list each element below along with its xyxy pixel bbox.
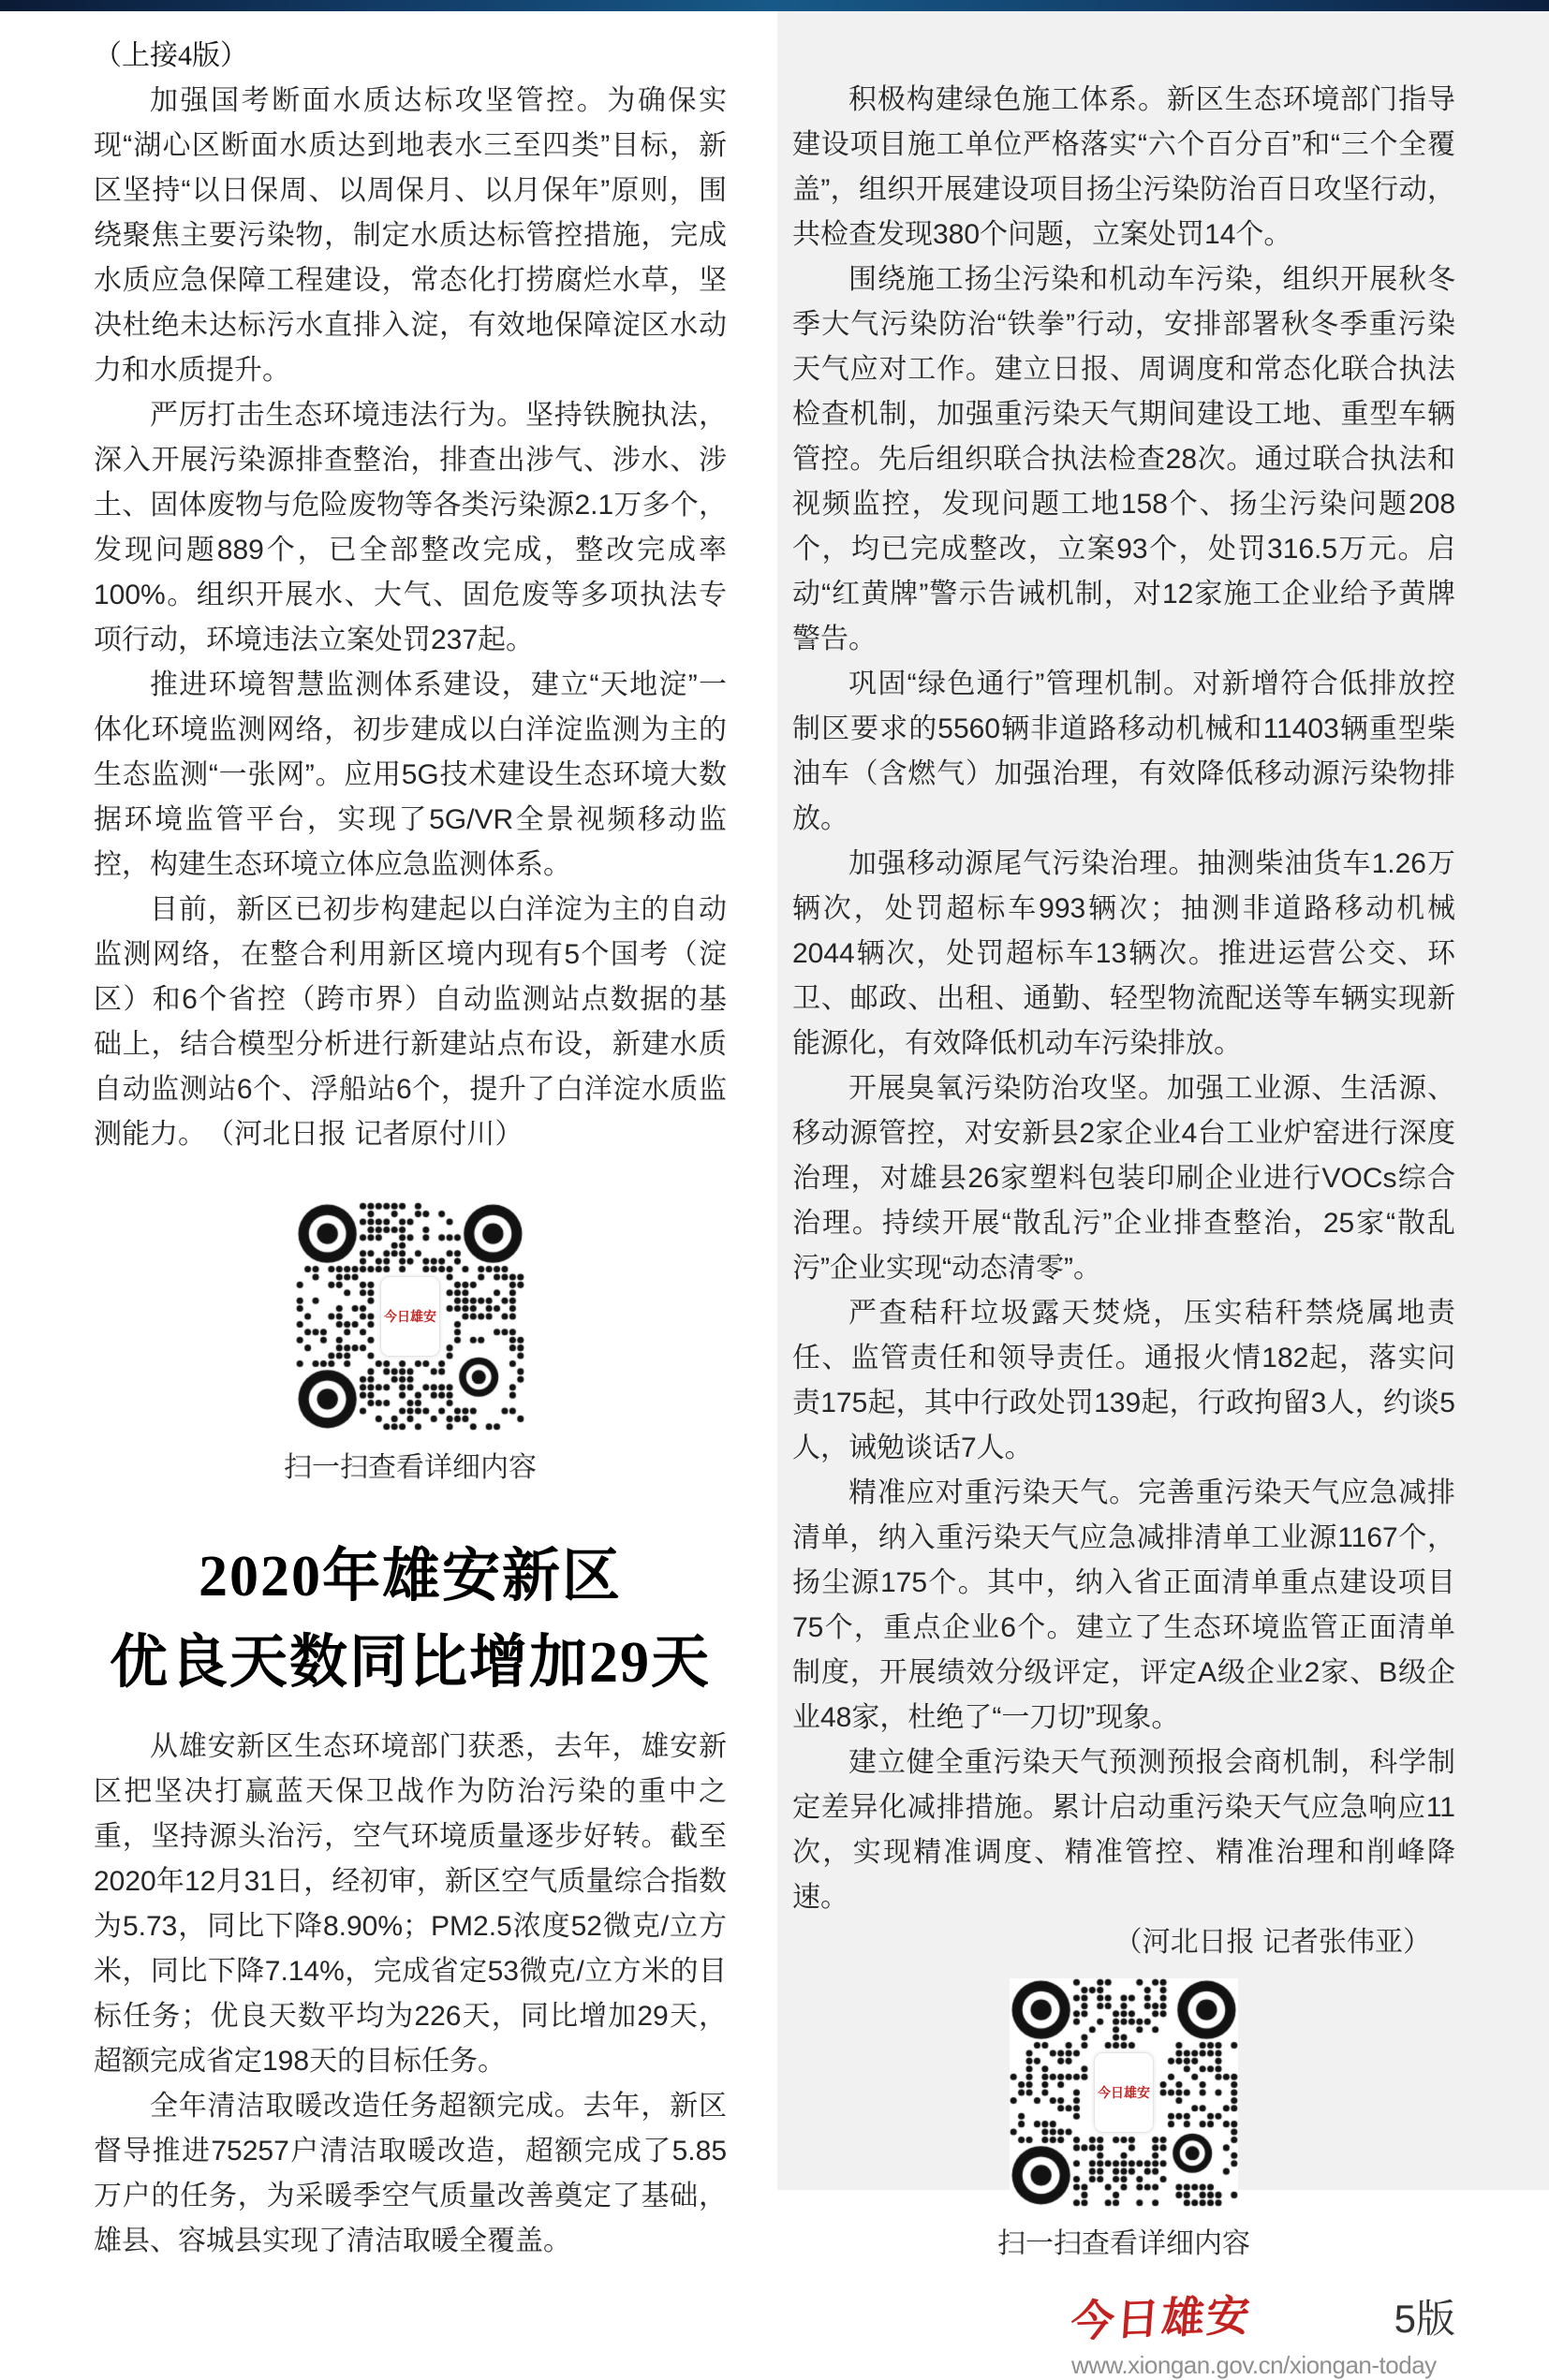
paragraph: 加强国考断面水质达标攻坚管控。为确保实现“湖心区断面水质达到地表水三至四类”目标，新区坚持“以日保周、以周保月、以月保年”原则，围绕聚焦主要污染物，制定水质达标管控措施，完成水质应急保障工程建设，常态化打捞腐烂水草，坚决杜绝未达标污水直排入淀，有效地保障淀区水动力和水质提升。 xyxy=(94,85,727,386)
paragraph: 严查秸秆垃圾露天焚烧，压实秸秆禁烧属地责任、监管责任和领导责任。通报火情182起，落实问责175起，其中行政处罚139起，行政拘留3人，约谈5人，诫勉谈话7人。 xyxy=(792,1298,1455,1463)
masthead-logo: 今日雄安 xyxy=(1069,2291,1254,2346)
qr-center-logo xyxy=(380,1276,440,1357)
paragraph: 围绕施工扬尘污染和机动车污染，组织开展秋冬季大气污染防治“铁拳”行动，安排部署秋冬季重污染天气应对工作。建立日报、周调度和常态化联合执法检查机制，加强重污染天气期间建设工地、重型车辆管控。先后组织联合执法检查28次。通过联合执法和视频监控，发现问题工地158个、扬尘污染问题208个，均已完成整改，立案93个，处罚316.5万元。启动“红黄牌”警示告诫机制，对12家施工企业给予黄牌警告。 xyxy=(792,264,1455,654)
paragraph: 开展臭氧污染防治攻坚。加强工业源、生活源、移动源管控，对安新县2家企业4台工业炉窑进行深度治理，对雄县26家塑料包装印刷企业进行VOCs综合治理。持续开展“散乱污”企业排查整治，25家“散乱污”企业实现“动态清零”。 xyxy=(792,1073,1455,1284)
paragraph: 建立健全重污染天气预测预报会商机制，科学制定差异化减排措施。累计启动重污染天气应急响应11次，实现精准调度、精准管控、精准治理和削峰降速。 xyxy=(792,1747,1455,1913)
paragraph: 目前，新区已初步构建起以白洋淀为主的自动监测网络，在整合利用新区境内现有5个国考（淀区）和6个省控（跨市界）自动监测站点数据的基础上，结合模型分析进行新建站点布设，新建水质自动监测站6个、浮船站6个，提升了白洋淀水质监测能力。 （河北日报 记者原付川） xyxy=(94,894,727,1150)
paragraph: 推进环境智慧监测体系建设，建立“天地淀”一体化环境监测网络，初步建成以白洋淀监测为主的生态监测“一张网”。应用5G技术建设生态环境大数据环境监管平台，实现了5G/VR全景视频移动监控，构建生态环境立体应急监测体系。 xyxy=(94,669,727,880)
paragraph: 全年清洁取暖改造任务超额完成。去年，新区督导推进75257户清洁取暖改造，超额完成了5.85万户的任务，为采暖季空气质量改善奠定了基础，雄县、容城县实现了清洁取暖全覆盖。 xyxy=(94,2091,727,2256)
top-border-bar xyxy=(0,0,1549,11)
paragraph: 严厉打击生态环境违法行为。坚持铁腕执法，深入开展污染源排查整治，排查出涉气、涉水、涉土、固体废物与危险废物等各类污染源2.1万多个，发现问题889个，已全部整改完成，整改完成率100%。组织开展水、大气、固危废等多项执法专项行动，环境违法立案处罚237起。 xyxy=(94,400,727,655)
qr-block-2 xyxy=(792,1978,1455,2267)
right-article-column xyxy=(792,78,1455,2380)
paragraph: 从雄安新区生态环境部门获悉，去年，雄安新区把坚决打赢蓝天保卫战作为防治污染的重中之重，坚持源头治污，空气环境质量逐步好转。截至2020年12月31日，经初审，新区空气质量综合指数为5.73，同比下降8.90%；PM2.5浓度52微克/立方米，同比下降7.14%，完成省定53微克/立方米的目标任务；优良天数平均为226天，同比增加29天，超额完成省定198天的目标任务。 xyxy=(94,1731,727,2077)
site-url: www.xiongan.gov.cn/xiongan-today xyxy=(1071,2351,1437,2379)
qr-center-logo-text: 今日雄安 xyxy=(384,1311,436,1325)
article-headline xyxy=(94,1534,727,1706)
qr-center-logo-2 xyxy=(1094,2052,1154,2133)
left-article-body-2 xyxy=(94,1725,727,2264)
paragraph: 积极构建绿色施工体系。新区生态环境部门指导建设项目施工单位严格落实“六个百分百”和“三个全覆盖”，组织开展建设项目扬尘污染防治百日攻坚行动，共检查发现380个问题，立案处罚14个。 xyxy=(792,84,1455,250)
page-footer xyxy=(792,2291,1455,2380)
paragraph: 精准应对重污染天气。完善重污染天气应急减排清单，纳入重污染天气应急减排清单工业源1167个，扬尘源175个。其中，纳入省正面清单重点建设项目75个，重点企业6个。建立了生态环境监管正面清单制度，开展绩效分级评定，评定A级企业2家、B级企业48家，杜绝了“一刀切”现象。 xyxy=(792,1477,1455,1733)
headline-line-1: 2020年雄安新区 xyxy=(198,1545,622,1609)
paragraph: 加强移动源尾气污染治理。抽测柴油货车1.26万辆次，处罚超标车993辆次；抽测非道路移动机械2044辆次，处罚超标车13辆次。推进运营公交、环卫、邮政、出租、通勤、轻型物流配送等车辆实现新能源化，有效降低机动车污染排放。 xyxy=(792,848,1455,1059)
left-article-column xyxy=(94,34,727,2264)
headline-line-2: 优良天数同比增加29天 xyxy=(109,1631,711,1695)
qr-center-logo-2-text: 今日雄安 xyxy=(1098,2087,1150,2101)
left-article-body xyxy=(94,79,727,1157)
qr-code-1 xyxy=(296,1202,524,1431)
qr-caption-2: 扫一扫查看详细内容 xyxy=(997,2228,1250,2259)
qr-code-2 xyxy=(1010,1978,1238,2207)
continuation-note: （上接4版） xyxy=(94,40,248,71)
right-article-body xyxy=(792,78,1455,1920)
qr-block-1 xyxy=(94,1202,727,1491)
page-number: 5版 xyxy=(1394,2297,1455,2341)
right-article-byline: （河北日报 记者张伟亚） xyxy=(1114,1927,1431,1958)
paragraph: 巩固“绿色通行”管理机制。对新增符合低排放控制区要求的5560辆非道路移动机械和11403辆重型柴油车（含燃气）加强治理，有效降低移动源污染物排放。 xyxy=(792,668,1455,834)
qr-caption-1: 扫一扫查看详细内容 xyxy=(284,1452,537,1483)
